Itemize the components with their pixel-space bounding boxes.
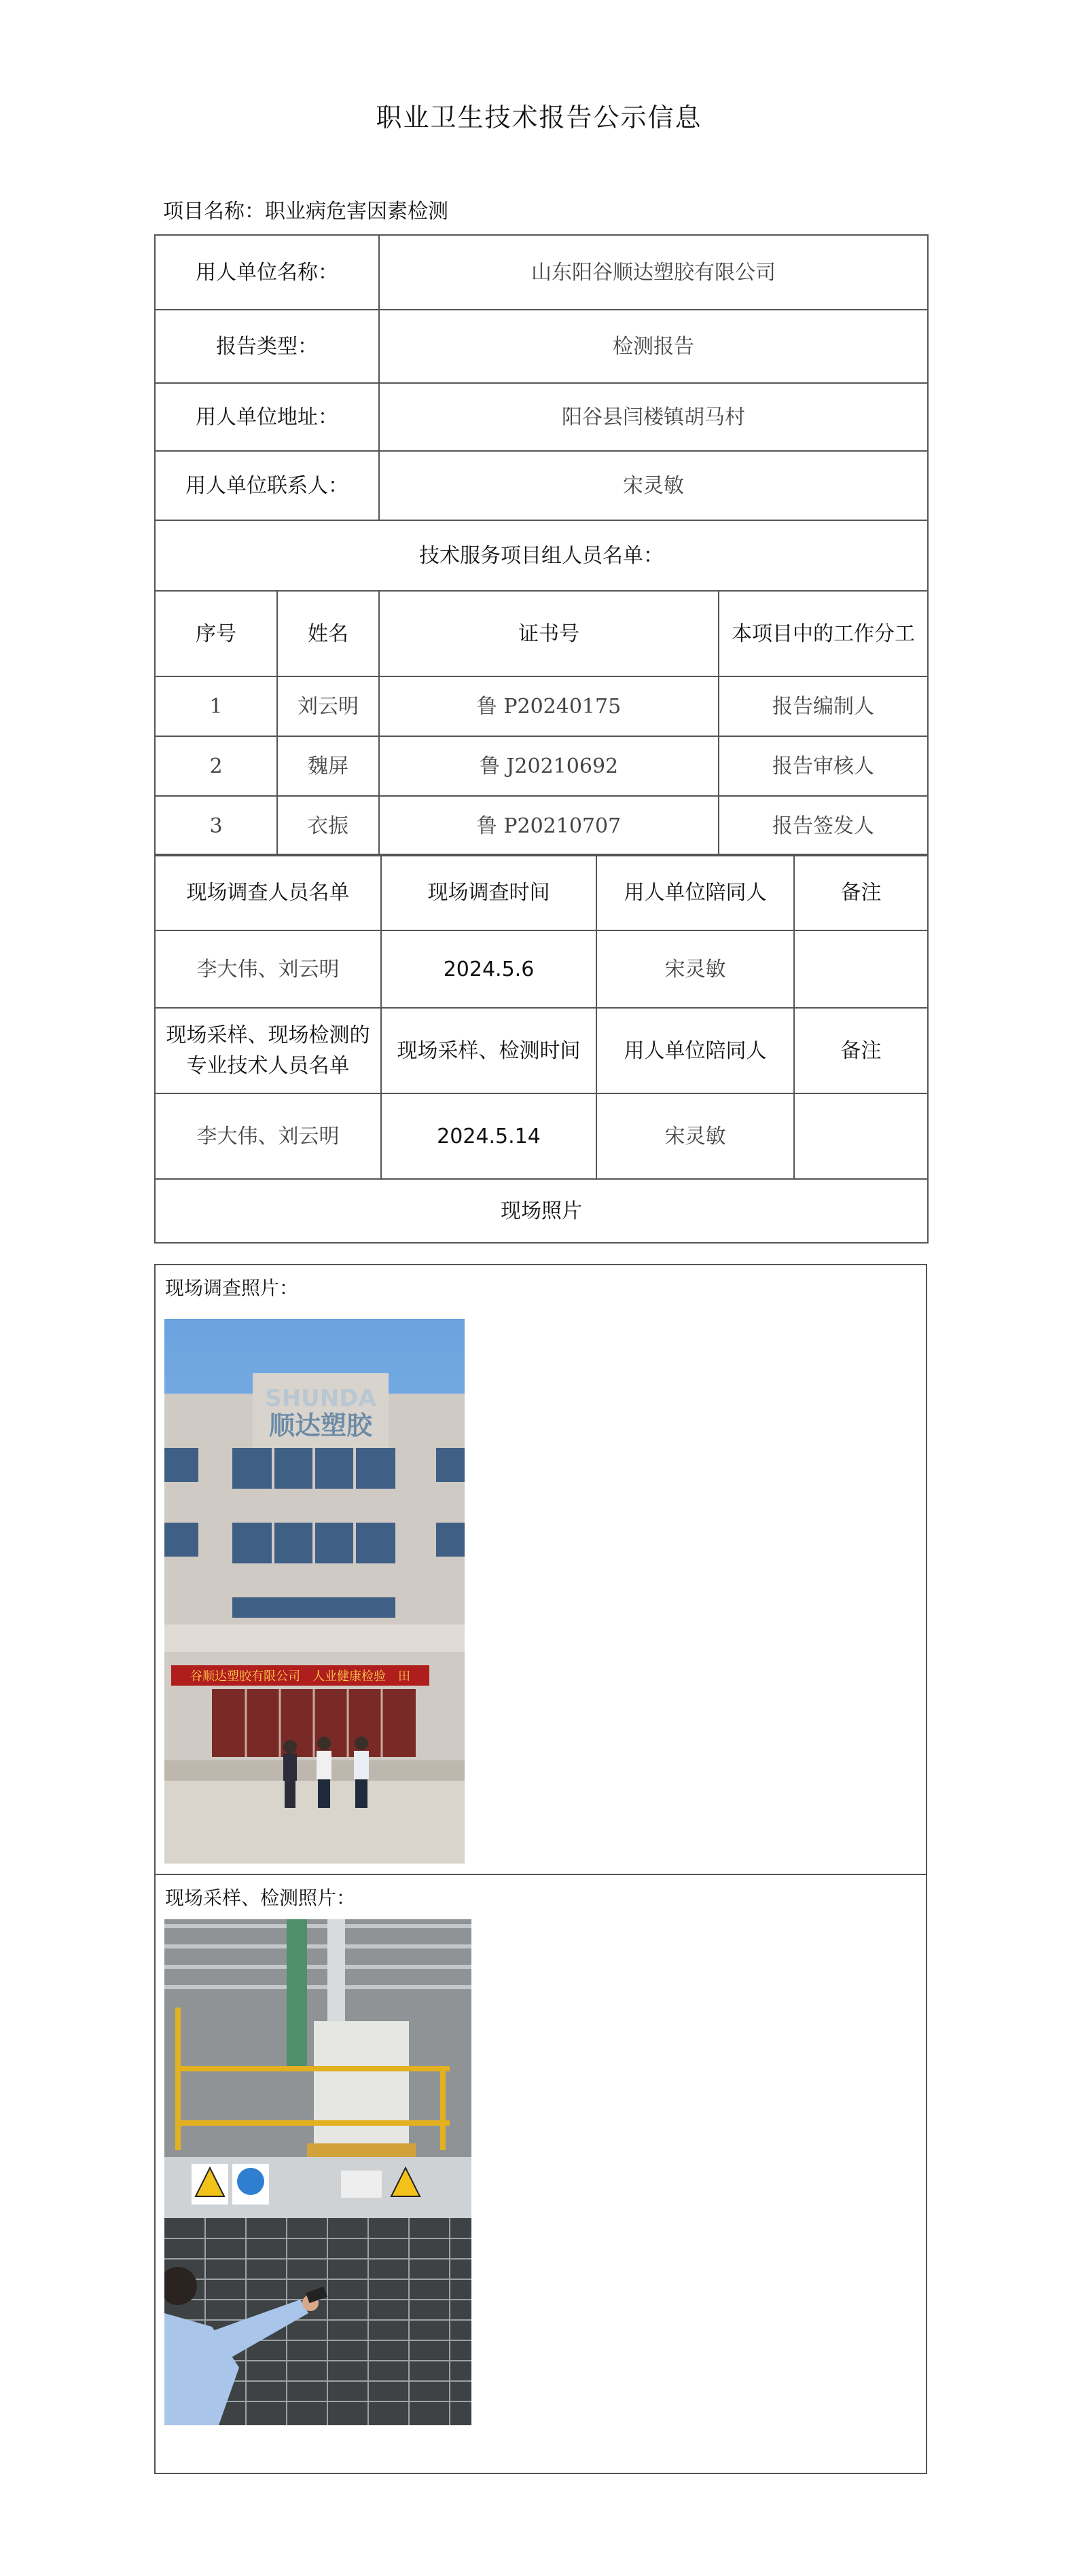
team-index: 2: [155, 736, 277, 796]
team-cert: 鲁 P20210707: [379, 796, 719, 856]
contact-label: 用人单位联系人：: [155, 451, 379, 520]
table-row: [155, 736, 928, 796]
team-name: 魏屏: [277, 736, 379, 796]
survey-header-escort: 用人单位陪同人: [596, 854, 794, 930]
machine-photo-image: [164, 1919, 471, 2425]
team-name: 衣振: [277, 796, 379, 856]
table-row: [155, 676, 928, 736]
report-info-table: [154, 234, 929, 856]
sampling-time: 2024.5.14: [381, 1093, 596, 1179]
building-sign-cn: 顺达塑胶: [268, 1411, 373, 1440]
team-cert: 鲁 J20210692: [379, 736, 719, 796]
sampling-header-staff: 现场采样、现场检测的专业技术人员名单: [155, 1008, 381, 1093]
team-role: 报告编制人: [719, 676, 928, 736]
photos-title: 现场照片: [155, 1179, 928, 1243]
sampling-staff: 李大伟、刘云明: [155, 1093, 381, 1179]
company-value: 山东阳谷顺达塑胶有限公司: [379, 235, 928, 310]
team-title: 技术服务项目组人员名单：: [155, 520, 928, 591]
company-label: 用人单位名称：: [155, 235, 379, 310]
team-index: 3: [155, 796, 277, 856]
address-value: 阳谷县闫楼镇胡马村: [379, 383, 928, 451]
report-type-value: 检测报告: [379, 310, 928, 383]
sampling-header-escort: 用人单位陪同人: [596, 1008, 794, 1093]
team-index: 1: [155, 676, 277, 736]
sampling-photo-section: [154, 1874, 927, 2474]
team-cert: 鲁 P20240175: [379, 676, 719, 736]
team-header-cert: 证书号: [379, 591, 719, 676]
sampling-note: [794, 1093, 928, 1179]
survey-photo-section: [154, 1264, 927, 1875]
project-name: 项目名称：职业病危害因素检测: [163, 200, 448, 223]
table-row: [155, 796, 928, 856]
team-role: 报告审核人: [719, 736, 928, 796]
survey-photo-label: 现场调查照片：: [165, 1277, 299, 1299]
building-photo-image: [164, 1319, 465, 1864]
team-role: 报告签发人: [719, 796, 928, 856]
survey-header-staff: 现场调查人员名单: [155, 854, 381, 930]
team-header-role: 本项目中的工作分工: [719, 591, 928, 676]
address-label: 用人单位地址：: [155, 383, 379, 451]
survey-header-note: 备注: [794, 854, 928, 930]
report-type-label: 报告类型：: [155, 310, 379, 383]
contact-value: 宋灵敏: [379, 451, 928, 520]
sampling-photo: [164, 1919, 471, 2425]
survey-photo: [164, 1319, 465, 1864]
sampling-photo-label: 现场采样、检测照片：: [165, 1887, 356, 1909]
sampling-escort: 宋灵敏: [596, 1093, 794, 1179]
team-name: 刘云明: [277, 676, 379, 736]
survey-note: [794, 930, 928, 1008]
page-title: 职业卫生技术报告公示信息: [376, 103, 702, 132]
sampling-header-note: 备注: [794, 1008, 928, 1093]
team-header-index: 序号: [155, 591, 277, 676]
survey-header-time: 现场调查时间: [381, 854, 596, 930]
team-header-name: 姓名: [277, 591, 379, 676]
survey-staff: 李大伟、刘云明: [155, 930, 381, 1008]
survey-escort: 宋灵敏: [596, 930, 794, 1008]
sampling-header-time: 现场采样、检测时间: [381, 1008, 596, 1093]
banner-text: 谷顺达塑胶有限公司 人业健康检验 田: [190, 1669, 410, 1684]
survey-time: 2024.5.6: [381, 930, 596, 1008]
survey-table: [154, 854, 929, 1244]
building-sign: SHUNDA: [265, 1385, 376, 1412]
